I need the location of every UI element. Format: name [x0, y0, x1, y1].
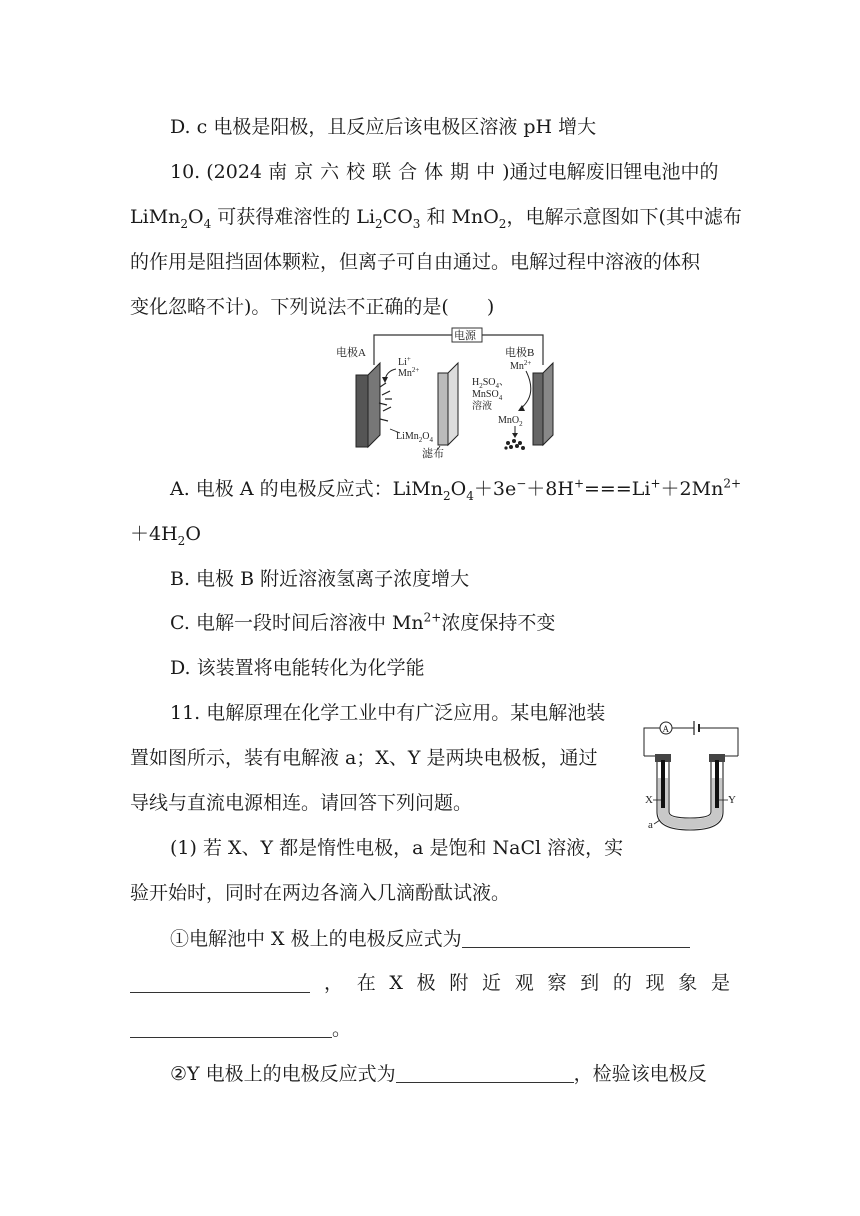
- q11-q1-line1: ①电解池中 X 极上的电极反应式为: [170, 929, 730, 949]
- q10-stem-line1: 10. (2024 南京六校联合体期中)通过电解废旧锂电池中的: [170, 161, 719, 183]
- q10-stem-line3: 的作用是阻挡固体颗粒，但离子可自由通过。电解过程中溶液的体积: [130, 251, 701, 273]
- q11-stem-line3: 导线与直流电源相连。请回答下列问题。: [130, 792, 473, 814]
- answer-blank[interactable]: [462, 929, 690, 948]
- q10-option-b: B. 电极 B 附近溶液氢离子浓度增大: [170, 568, 470, 590]
- q10-option-c: C. 电解一段时间后溶液中 $Mn^{2+}$浓度保持不变: [170, 610, 556, 634]
- q10-option-a: A. 电极 A 的电极反应式：$LiMn_2O_4+3e^-+8H^+===Li^++2Mn^{2+}$: [170, 476, 742, 503]
- svg-text:Mn2+: $Mn^{2+}$: [510, 359, 532, 372]
- svg-text:A: A: [662, 724, 669, 734]
- q11-stem-line1: 11. 电解原理在化学工业中有广泛应用。某电解池装: [170, 702, 606, 724]
- electrolyte-a: [658, 778, 722, 829]
- svg-text:MnO2: MnO$_2$: [498, 415, 523, 428]
- q10-option-d: D. 该装置将电能转化为化学能: [170, 657, 425, 679]
- q11-q1-spaced-text: ， 在 X 极 附 近 观 察 到 的 现 象 是: [324, 972, 730, 994]
- power-label: 电源: [454, 330, 476, 342]
- electrolysis-diagram: [330, 325, 580, 460]
- answer-blank[interactable]: [396, 1064, 574, 1083]
- q11-q1-line2: [130, 974, 730, 993]
- limn2o4-label: $LiMn_2O_4$: [396, 431, 434, 444]
- electrode-y: [715, 760, 719, 808]
- svg-text:溶液: 溶液: [472, 401, 492, 412]
- electrode-a-label: 电极A: [336, 347, 366, 359]
- q11-part1-line1: (1) 若 X、Y 都是惰性电极，a 是饱和 NaCl 溶液，实: [170, 837, 624, 859]
- filter-label: 滤布: [422, 448, 444, 460]
- answer-blank[interactable]: [130, 974, 310, 993]
- electrode-b-label: 电极B: [505, 347, 535, 359]
- svg-text:H2SO4、: $H_2SO_4$、: [472, 377, 510, 390]
- filter-cloth: [448, 363, 458, 445]
- svg-text:a: a: [648, 819, 653, 831]
- svg-text:Mn2+: $Mn^{2+}$: [398, 366, 420, 379]
- electrode-a: [368, 363, 380, 447]
- mno2-precipitate: [504, 439, 525, 450]
- svg-text:Li+: Li+: [398, 355, 411, 368]
- q11-part1-line2: 验开始时，同时在两边各滴入几滴酚酞试液。: [130, 882, 511, 904]
- q10-stem-line2: $LiMn_2O_4$ 可获得难溶性的 $Li_2CO_3$ 和 MnO$_2$，电解示意图如下(其中滤布: [130, 206, 742, 231]
- q10-option-a-cont: $+4H_2O$: [130, 523, 201, 548]
- svg-text:Y: Y: [728, 794, 736, 806]
- limn2o4-particles: [379, 383, 392, 421]
- svg-text:X: X: [645, 794, 653, 806]
- q10-source: 南京六校联合体期中: [268, 161, 503, 183]
- electrode-x: [661, 760, 665, 808]
- answer-blank[interactable]: [130, 1019, 332, 1038]
- svg-text:MnSO4: MnSO$_4$: [472, 389, 503, 402]
- q11-stem-line2: 置如图所示，装有电解液 a；X、Y 是两块电极板，通过: [130, 747, 598, 769]
- q9-option-d: D. c 电极是阳极，且反应后该电极区溶液 pH 增大: [170, 116, 597, 138]
- q11-q2-line1: ②Y 电极上的电极反应式为 ，检验该电极反: [170, 1063, 707, 1085]
- q11-q1-line3: 。: [130, 1019, 730, 1039]
- q10-stem-line4: 变化忽略不计)。下列说法不正确的是( ): [130, 296, 495, 318]
- u-tube-electrolysis-diagram: [636, 716, 746, 836]
- electrode-b: [543, 363, 553, 445]
